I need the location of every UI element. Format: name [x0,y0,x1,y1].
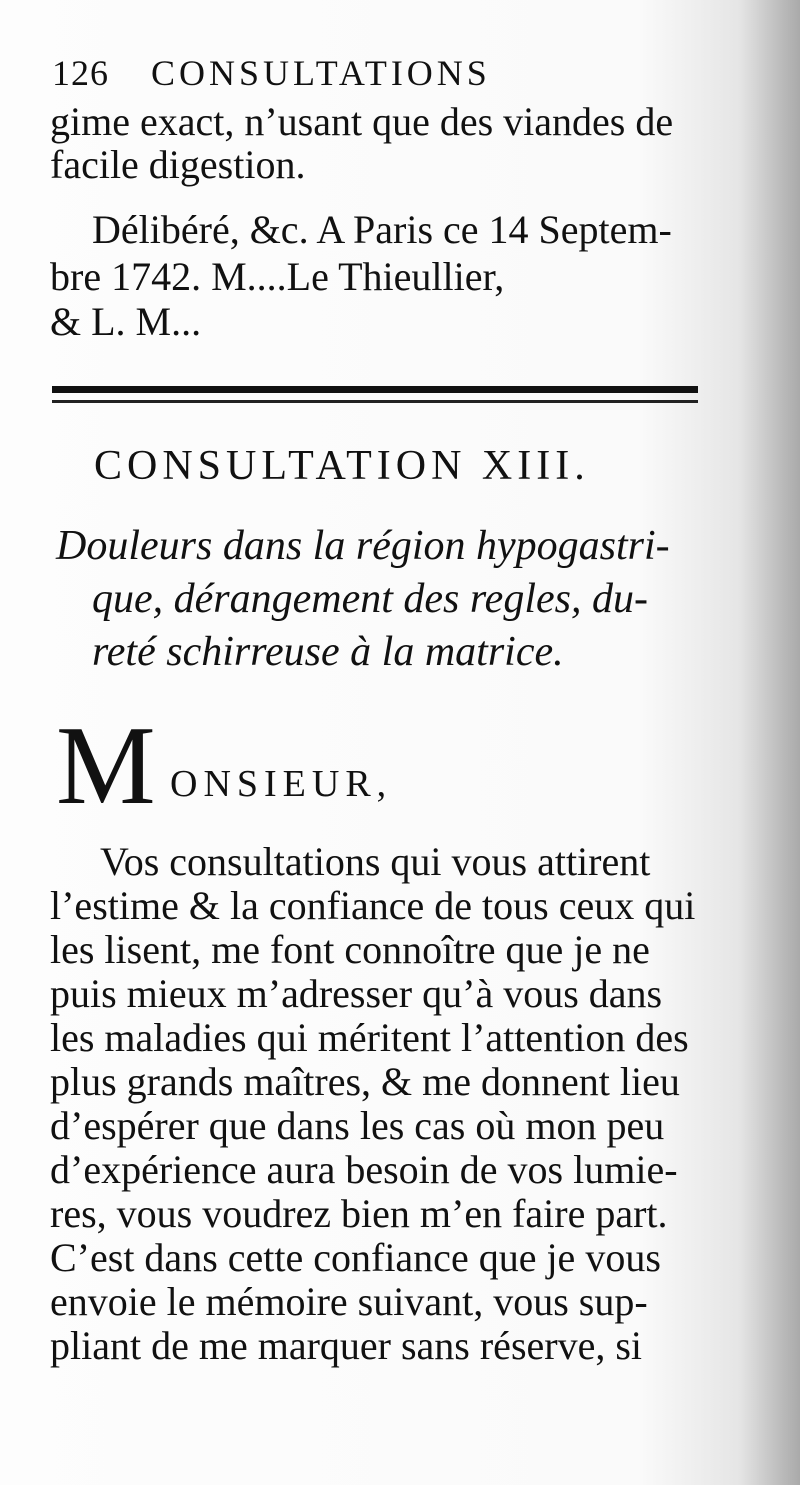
body-line-1: Vos consultations qui vous attirent [100,839,651,884]
prev-text-line-4: bre 1742. M....Le Thieullier, [50,254,505,299]
body-line-8: d’expérience aura besoin de vos lumie- [50,1147,678,1192]
body-line-3: les lisent, me font connoître que je ne [50,927,650,972]
running-title: CONSULTATIONS [151,53,491,93]
section-rule-thin [52,400,698,403]
body-line-10: C’est dans cette confiance que je vous [50,1235,661,1280]
page-number: 126 [52,53,109,93]
body-line-7: d’espérer que dans les cas où mon peu [50,1103,665,1148]
subtitle-line-2: que, dérangement des regles, du- [92,576,648,622]
running-head [52,52,491,94]
body-line-2: l’estime & la confiance de tous ceux qui [50,883,696,928]
body-line-5: les maladies qui méritent l’attention des [50,1015,689,1060]
prev-text-line-3: Délibéré, &c. A Paris ce 14 Septem- [92,207,672,252]
section-title: CONSULTATION XIII. [94,443,590,489]
body-line-4: puis mieux m’adresser qu’à vous dans [50,971,663,1016]
body-line-9: res, vous voudrez bien m’en faire part. [50,1191,668,1236]
greeting: ONSIEUR, [170,763,393,805]
prev-text-line-5: & L. M... [50,299,202,344]
section-rule-thick [52,386,698,393]
drop-cap: M [56,704,156,828]
subtitle-line-3: reté schirreuse à la matrice. [92,629,564,675]
body-line-12: pliant de me marquer sans réserve, si [50,1323,643,1368]
prev-text-line-2: facile digestion. [50,142,306,187]
page-edge-shadow [740,0,800,1485]
prev-text-line-1: gime exact, n’usant que des viandes de [50,99,674,144]
body-line-11: envoie le mémoire suivant, vous sup- [50,1279,648,1324]
body-line-6: plus grands maîtres, & me donnent lieu [50,1059,680,1104]
subtitle-line-1: Douleurs dans la région hypogastri- [56,523,670,569]
